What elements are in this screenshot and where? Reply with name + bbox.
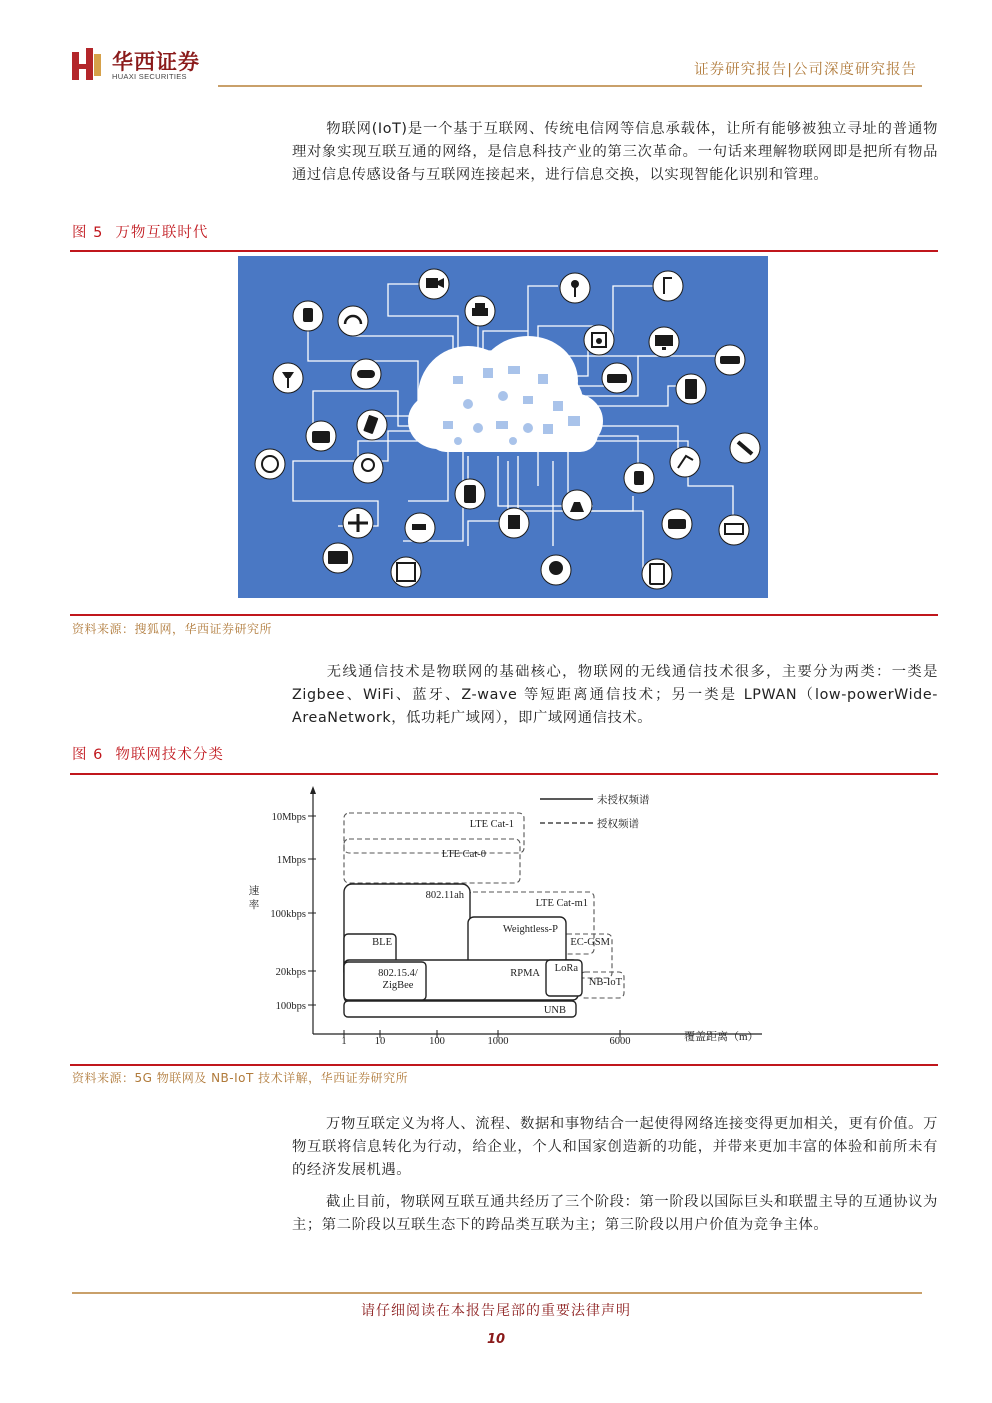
x-tick-label: 100 (429, 1036, 445, 1047)
tech-label-nb-iot: NB-IoT (588, 977, 622, 988)
box-lte-cat0 (344, 839, 520, 883)
logo-english-name: HUAXI SECURITIES (112, 72, 187, 81)
page-number: 10 (486, 1332, 506, 1347)
tech-label-ble: BLE (372, 937, 392, 948)
y-tick-label: 10Mbps (271, 812, 306, 823)
paragraph-text: 截止目前，物联网互联互通共经历了三个阶段：第一阶段以国际巨头和联盟主导的互通协议为主；第二阶段以互联生态下的跨品类互联为主；第三阶段以用户价值为竞争主体。 (292, 1194, 938, 1233)
y-axis-label-char: 速 (248, 886, 260, 897)
tech-label-lte-cat-1: LTE Cat-1 (469, 819, 514, 830)
figure6-title (72, 743, 224, 764)
huaxi-logo-icon (72, 48, 102, 80)
tech-label-802-11ah: 802.11ah (425, 890, 464, 901)
figure5-caption: 万物互联时代 (115, 225, 209, 241)
light-bulb-icon (353, 453, 383, 483)
paragraph-text: 物联网(IoT)是一个基于互联网、传统电信网等信息承载体，让所有能够被独立寻址的普通物理对象实现互联互通的网络，是信息科技产业的第三次革命。一句话来理解物联网即是把所有物品通过信息传感设备与互联网连接起来，进行信息交换，以实现智能化识别和管理。 (292, 121, 938, 183)
tech-label-ec-gsm: EC-GSM (570, 937, 610, 948)
figure6-caption: 物联网技术分类 (115, 747, 224, 763)
footer-divider (72, 1292, 922, 1294)
figure6-bottom-rule (70, 1064, 938, 1066)
x-tick-label: 6000 (609, 1036, 631, 1047)
tech-label-unb: UNB (543, 1005, 566, 1016)
figure6-top-rule (70, 773, 938, 775)
x-tick-label: 1000 (487, 1036, 509, 1047)
legal-disclaimer-notice: 请仔细阅读在本报告尾部的重要法律声明 (361, 1303, 631, 1319)
tech-label-lte-cat-0: LTE Cat-0 (441, 849, 486, 860)
clock-icon (255, 449, 285, 479)
iot-everything-connected-illustration (238, 256, 768, 598)
figure5-bottom-rule (70, 614, 938, 616)
legend-licensed: 授权频谱 (597, 819, 639, 830)
header-divider (218, 85, 922, 87)
x-tick-label: 1 (341, 1036, 347, 1047)
y-tick-label: 100kbps (270, 909, 306, 920)
x-tick-label: 10 (374, 1036, 386, 1047)
legend-unlicensed: 未授权频谱 (597, 795, 650, 806)
table-lamp-icon (670, 447, 700, 477)
tech-label-weightless-p: Weightless-P (502, 924, 558, 935)
x-ticks (341, 1030, 630, 1047)
tech-label-802-15-4-zigbee: ZigBee (382, 980, 414, 991)
report-type-label: 证券研究报告|公司深度研究报告 (694, 62, 917, 78)
y-tick-label: 100bps (275, 1001, 306, 1012)
figure5-source: 资料来源：搜狐网，华西证券研究所 (72, 622, 273, 636)
paragraph-text: 万物互联定义为将人、流程、数据和事物结合一起使得网络连接变得更加相关，更有价值。万物互联将信息转化为行动，给企业，个人和国家创造新的功能，并带来更加丰富的体验和前所未有的经济发展机遇。 (292, 1116, 938, 1178)
tech-label-rpma: RPMA (510, 968, 540, 979)
paragraph-text: 无线通信技术是物联网的基础核心，物联网的无线通信技术很多，主要分为两类：一类是 Zigbee、WiFi、蓝牙、Z-wave 等短距离通信技术；另一类是 LPWAN（low-powerWide-AreaNetwork，低功耗广域网），即广域网通信技术。 (292, 664, 938, 726)
laptop-icon (719, 515, 749, 545)
figure5-title (72, 221, 208, 242)
paragraph-iot-definition (292, 118, 938, 187)
headphones-icon (338, 306, 368, 336)
y-tick-label: 20kbps (275, 967, 306, 978)
logo-chinese-name: 华西证券 (112, 50, 200, 74)
fan-icon (391, 557, 421, 587)
paragraph-interconnection-stages (292, 1191, 938, 1237)
tech-label-lte-cat-m1: LTE Cat-m1 (535, 898, 588, 909)
figure6-number: 图 6 (72, 747, 104, 763)
iot-tech-classification-chart (240, 782, 770, 1052)
paragraph-wireless-tech (292, 661, 938, 730)
y-tick-label: 1Mbps (276, 855, 306, 866)
figure5-number: 图 5 (72, 225, 104, 241)
tech-label-802-15-4-zigbee: 802.15.4/ (378, 968, 418, 979)
y-ticks (270, 812, 316, 1012)
box-unb (344, 1001, 576, 1017)
figure5-top-rule (70, 250, 938, 252)
x-axis-label: 覆盖距离（m） (684, 1031, 759, 1043)
y-axis-label-char: 率 (248, 900, 260, 911)
paragraph-internet-of-everything (292, 1113, 938, 1182)
tech-label-lora: LoRa (554, 963, 578, 974)
figure6-source: 资料来源：5G 物联网及 NB-IoT 技术详解，华西证券研究所 (72, 1071, 409, 1085)
desk-lamp-icon (653, 271, 683, 301)
